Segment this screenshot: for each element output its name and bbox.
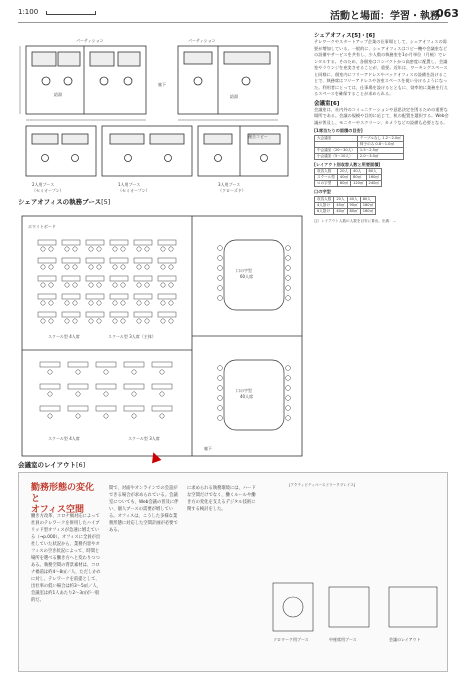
svg-text:口の字型: 口の字型	[236, 388, 252, 393]
svg-text:40人席: 40人席	[240, 394, 254, 399]
svg-text:パーティション: パーティション	[76, 38, 104, 43]
svg-text:1人用ブース: 1人用ブース	[118, 182, 141, 187]
svg-text:スクール型 4人席: スクール型 4人席	[48, 334, 80, 339]
table1-head: [1席当たりの面積の目安]	[314, 128, 363, 133]
svg-text:給湯: 給湯	[54, 92, 62, 97]
svg-text:スクール型 3人席: スクール型 3人席	[128, 436, 160, 441]
share-office-text: テレワークやスタートアップ企業の仕事場として、シェアオフィスの需要が増加している。一般的に、シェアオフィスはコピー機や会議室などの設備やサービスを共有し、少人数の執務室を1か月単位（月極）でレンタルする。そのため、各個室はコンパクトかつ高密度に配置し、会議室やラウンジを充実させることが、重要。近年は、ワーキングスペースと同様に、個室内にフリーアドレスやバックオフィスの設備を設けることで、執務席はフリーアドレスや各室スペースを使い分けるようになった。利用者にとっては、仕事場を設けるとともに、効率的に業務を行えるスペースを確保することが求められる。	[314, 39, 448, 96]
fig-label-3: 会議のレイアウト	[389, 637, 421, 642]
svg-text:（セミオープン）: （セミオープン）	[118, 188, 150, 193]
table2: 収容人数 20人 40人 80人 スクール型 40㎡ 80㎡ 160㎡ ロの字型 60㎡ 120㎡ 240㎡	[314, 168, 382, 187]
svg-text:廊下: 廊下	[204, 446, 212, 451]
header-rule	[18, 22, 448, 23]
meeting-head: 会議室[6]	[314, 100, 340, 107]
svg-text:（セミオープン）: （セミオープン）	[32, 188, 64, 193]
meeting-text: 会議室は、社内外のコミュニケーションや意思決定を図るための重要な場所である。会議の規模や目的に応じて、机の配置を選択する。Web会議が普及し、モニターやスクリーン、カメラなどの設備も必要となる。	[314, 106, 449, 125]
box-figures	[269, 573, 444, 663]
scale-label: 1:100	[18, 8, 39, 16]
booth-plan-figure	[18, 26, 308, 196]
fig-label-1: ソロワーク用ブース	[273, 637, 309, 642]
footnote: 注）レイアウト人数の人数を目安に算出。出典：…	[314, 218, 397, 223]
table1: 大会議室 テーブルなし 1.2〜2.0㎡ 椅子のみ 0.8〜1.0㎡ 中会議室（20〜30人） 1.5〜2.5㎡ 小会議室（5〜10人） 2.0〜3.0㎡	[314, 135, 404, 160]
table3: 収容人数 20人 40人 80人 4人掛け 45㎡ 90㎡ 180㎡ 6人掛け 40㎡ 80㎡ 160㎡	[314, 196, 376, 215]
column-box	[18, 472, 448, 672]
share-office-title: シェアオフィス[5]・[6]	[314, 33, 375, 39]
table2-head: [レイアウト別収容人数と所要面積]	[314, 161, 381, 167]
table3-head: 口の字型	[314, 189, 331, 194]
section-title: 活動と場面：学習・執務	[330, 11, 440, 22]
svg-text:複合コピー: 複合コピー	[248, 134, 268, 139]
svg-text:給湯: 給湯	[230, 94, 238, 99]
svg-text:（クローズド）: （クローズド）	[218, 188, 246, 193]
page-number: 063	[436, 7, 459, 20]
fig-label-2: 中座席用ブース	[329, 637, 357, 642]
box-col2: 間で、対面やオンラインでの会話ができる場合が求められている。会議室についても、Web会議の普及に伴い、個人ブースの需要が増している。オフィスは、こうした多様な業務形態に対応した空間計画が必要である。	[109, 486, 179, 533]
svg-text:60人席: 60人席	[240, 274, 254, 279]
svg-text:パーティション: パーティション	[188, 38, 216, 43]
box-title: 勤務形態の変化と オフィス空間	[31, 483, 95, 515]
svg-text:廊下: 廊下	[158, 82, 166, 87]
box-col3: に求められる執務環境には、ハードな空間だけでなく、働くルールや働き方の変化を支えるデジタル技術に関する検討をした。	[187, 486, 256, 512]
box-note: [アクティビティベースドワークプレイス]	[289, 483, 356, 487]
svg-text:ホワイトボード: ホワイトボード	[28, 224, 56, 229]
svg-text:口の字型: 口の字型	[236, 268, 252, 273]
box-col1: 働き方改革、コロナ禍対応によって社員のテレワークを併用したハイブリッド型オフィスが急速に増えている（→p.000）。オフィスに全員が出社していた状況から、業務内容やオフィスの空き状況によって、時間と場所を選べる働き方へと変わりつつある。執務空間の背景素材は、コロナ禍前は約4〜8㎡／人、ただしかれに対し、テレワークを前提として、出社率の低い場合は約3〜5㎡／人、会議室は約1人あたり2〜3㎡が一般的だ。	[31, 514, 101, 603]
svg-text:スクール型 3人席（主体）: スクール型 3人席（主体）	[108, 334, 156, 339]
svg-text:スクール型 4人席: スクール型 4人席	[48, 436, 80, 441]
svg-text:3人用ブース: 3人用ブース	[218, 182, 241, 187]
meeting-caption: 会議室のレイアウト[6]	[18, 461, 86, 469]
meeting-layout-figure	[18, 210, 308, 460]
scale-bar	[46, 11, 96, 15]
booth-caption: シェアオフィスの執務ブース[5]	[18, 198, 111, 206]
share-office-column	[314, 30, 450, 224]
svg-text:2人用ブース: 2人用ブース	[32, 182, 55, 187]
